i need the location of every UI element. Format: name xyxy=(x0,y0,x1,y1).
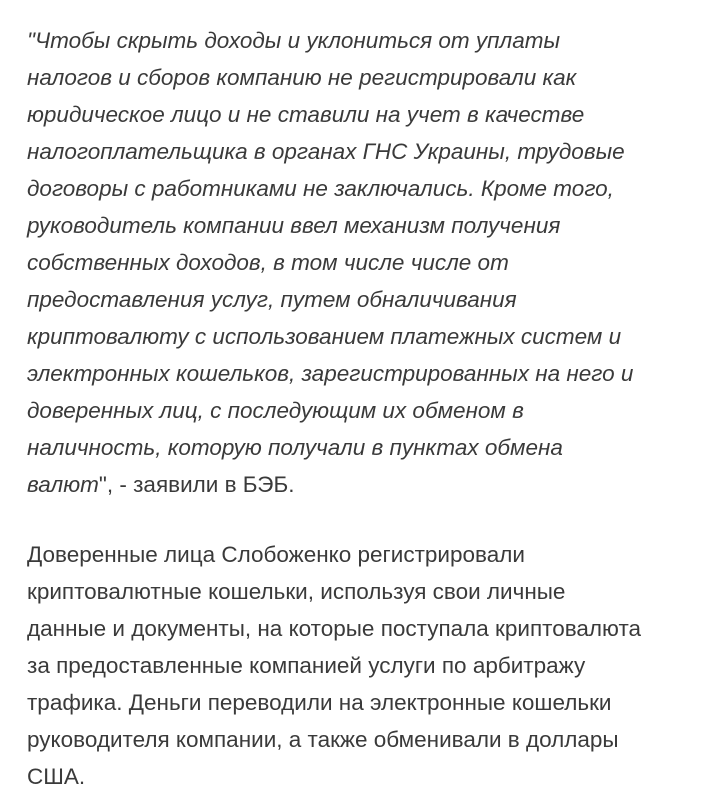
quote-line: "Чтобы скрыть доходы и уклониться от уплаты xyxy=(27,28,561,53)
quote-paragraph xyxy=(27,22,693,503)
quote-line: налогоплательщика в органах ГНС Украины, трудовые xyxy=(27,139,625,164)
quote-line: электронных кошельков, зарегистрированных на него и xyxy=(27,361,634,386)
attribution-text: ", - заявили в БЭБ. xyxy=(98,472,295,497)
quote-line: наличность, которую получали в пунктах обмена xyxy=(27,435,563,460)
quote-line: предоставления услуг, путем обналичивания xyxy=(27,287,517,312)
body-line: данные и документы, на которые поступала криптовалюта xyxy=(27,616,642,641)
quote-line: собственных доходов, в том числе числе от xyxy=(27,250,509,275)
quote-line: юридическое лицо и не ставили на учет в качестве xyxy=(27,102,585,127)
body-line: за предоставленные компанией услуги по арбитражу xyxy=(27,653,586,678)
body-line: криптовалютные кошельки, используя свои личные xyxy=(27,579,566,604)
quote-line: договоры с работниками не заключались. Кроме того, xyxy=(27,176,614,201)
body-paragraph xyxy=(27,536,693,795)
body-line: США. xyxy=(27,764,86,789)
body-line: Доверенные лица Слобоженко регистрировали xyxy=(27,542,525,567)
body-line: руководителя компании, а также обменивали в доллары xyxy=(27,727,619,752)
quote-line: криптовалюту с использованием платежных систем и xyxy=(27,324,622,349)
quote-line: налогов и сборов компанию не регистрировали как xyxy=(27,65,577,90)
quote-last-line xyxy=(27,466,693,503)
body-line: трафика. Деньги переводили на электронные кошельки xyxy=(27,690,612,715)
quote-line: доверенных лиц, с последующим их обменом в xyxy=(27,398,524,423)
quote-end-text: валют xyxy=(27,472,99,497)
quote-line: руководитель компании ввел механизм получения xyxy=(27,213,561,238)
